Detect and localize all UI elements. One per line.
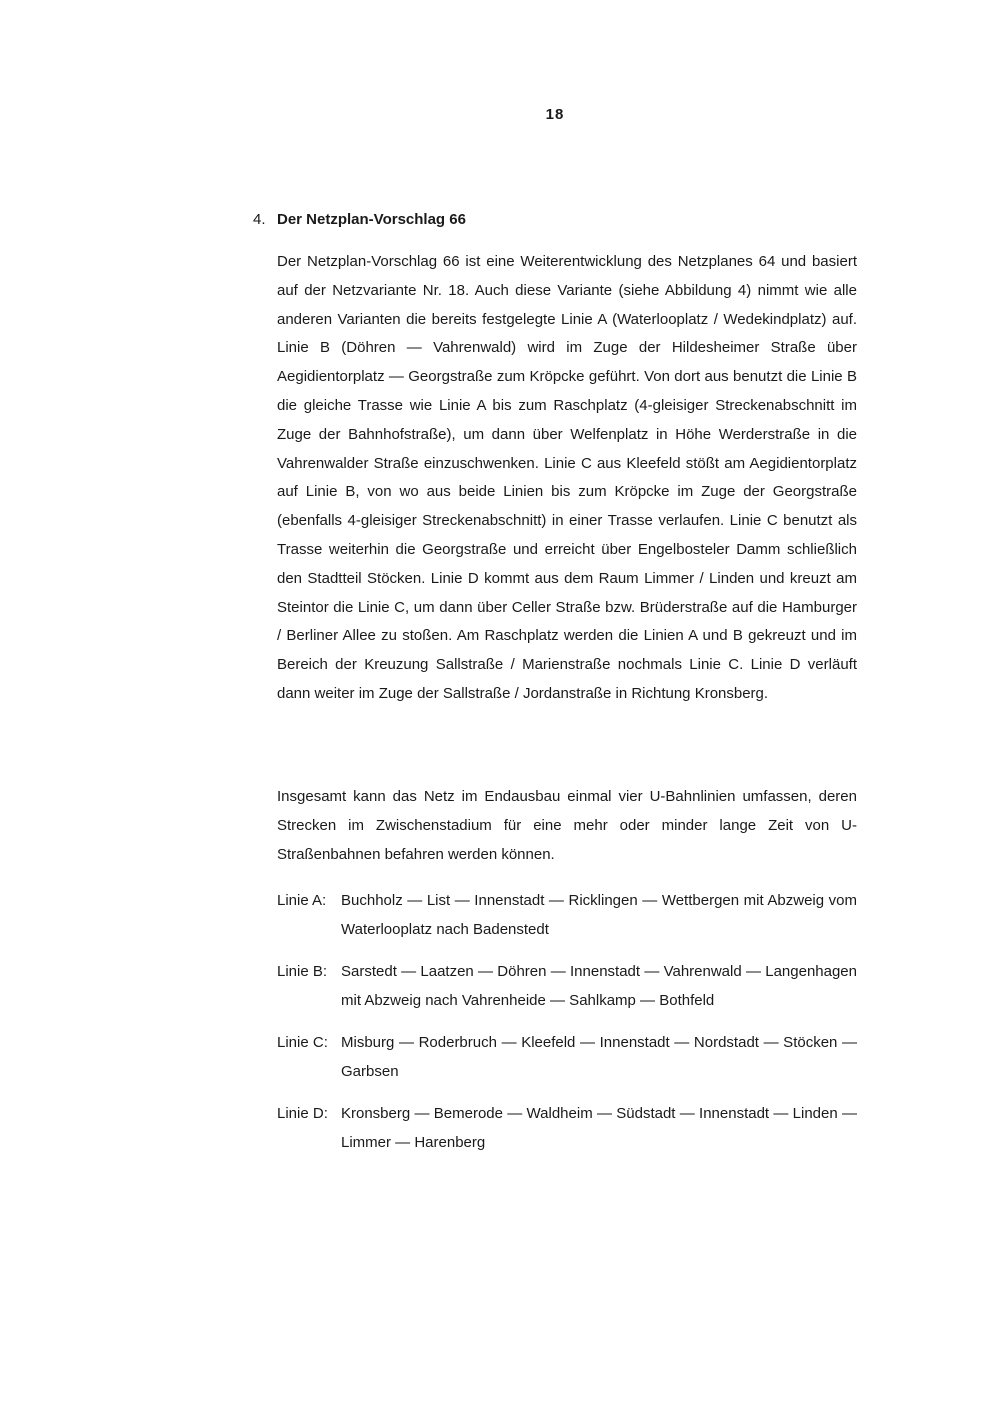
line-route: Sarstedt — Laatzen — Döhren — Innenstadt — Vahrenwald — Langenhagen mit Abzweig nach Vahrenheide — Sahlkamp — Bothfeld <box>341 963 857 1009</box>
line-label: Linie B: <box>277 963 328 980</box>
paragraph-network-summary: Insgesamt kann das Netz im Endausbau einmal vier U-Bahnlinien umfassen, deren Strecken im Zwischenstadium für eine mehr oder minder lange Zeit von U-Straßenbahnen befahren werden können. <box>277 788 857 863</box>
line-list-item-b <box>277 958 857 1028</box>
section-number: 4. <box>253 211 266 228</box>
line-route: Kronsberg — Bemerode — Waldheim — Südstadt — Innenstadt — Linden — Limmer — Harenberg <box>341 1105 857 1151</box>
line-list-item-c <box>277 1029 857 1099</box>
list-item <box>277 887 857 944</box>
line-label: Linie C: <box>277 1034 328 1051</box>
line-label: Linie D: <box>277 1105 328 1122</box>
list-item <box>277 958 857 1015</box>
list-item <box>277 1100 857 1157</box>
list-item <box>277 1029 857 1086</box>
line-route: Buchholz — List — Innenstadt — Ricklingen — Wettbergen mit Abzweig vom Waterlooplatz nach Badenstedt <box>341 892 857 938</box>
paragraph-netzplan-description: Der Netzplan-Vorschlag 66 ist eine Weiterentwicklung des Netzplanes 64 und basiert auf der Netzvariante Nr. 18. Auch diese Variante (siehe Abbildung 4) nimmt wie alle anderen Varianten die bereits festgelegte Linie A (Waterlooplatz / Wedekindplatz) auf. Linie B (Döhren — Vahrenwald) wird im Zuge der Hildesheimer Straße über Aegidientorplatz — Georgstraße zum Kröpcke geführt. Von dort aus benutzt die Linie B die gleiche Trasse wie Linie A bis zum Raschplatz (4-gleisiger Streckenabschnitt im Zuge der Bahnhofstraße), um dann über Welfenplatz in Höhe Werderstraße in die Vahrenwalder Straße einzuschwenken. Linie C aus Kleefeld stößt am Aegidientorplatz auf Linie B, von wo aus beide Linien bis zum Kröpcke im Zuge der Georgstraße (ebenfalls 4-gleisiger Streckenabschnitt) in einer Trasse verlaufen. Linie C benutzt als Trasse weiterhin die Georgstraße und erreicht über Engelbosteler Damm schließlich den Stadtteil Stöcken. Linie D kommt aus dem Raum Limmer / Linden und kreuzt am Steintor die Linie C, um dann über Celler Straße bzw. Brüderstraße auf die Hamburger / Berliner Allee zu stoßen. Am Raschplatz werden die Linien A und B gekreuzt und im Bereich der Kreuzung Sallstraße / Marienstraße nochmals Linie C. Linie D verläuft dann weiter im Zuge der Sallstraße / Jordanstraße in Richtung Kronsberg. <box>277 253 857 702</box>
line-list-item-d <box>277 1100 857 1170</box>
section-title: Der Netzplan-Vorschlag 66 <box>277 211 466 228</box>
page-number: 18 <box>545 106 565 123</box>
line-list-item-a <box>277 887 857 957</box>
line-route: Misburg — Roderbruch — Kleefeld — Innenstadt — Nordstadt — Stöcken — Garbsen <box>341 1034 857 1080</box>
line-label: Linie A: <box>277 892 327 909</box>
section-heading <box>253 211 466 228</box>
